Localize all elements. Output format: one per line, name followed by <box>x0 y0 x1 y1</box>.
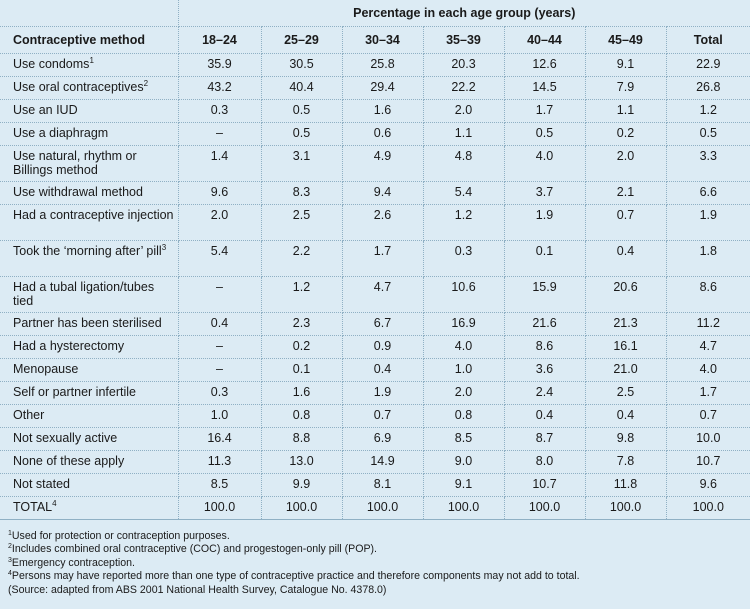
table-row <box>0 182 750 205</box>
value-cell: 13.0 <box>261 451 342 474</box>
value-cell: 25.8 <box>342 54 423 77</box>
value-cell: 2.5 <box>585 382 666 405</box>
value-cell: 20.3 <box>423 54 504 77</box>
table-row <box>0 359 750 382</box>
value-cell: 1.2 <box>423 205 504 241</box>
method-label-cell <box>0 451 178 474</box>
method-label-cell <box>0 277 178 313</box>
table-row <box>0 451 750 474</box>
value-cell: 0.1 <box>261 359 342 382</box>
value-cell: 0.2 <box>261 336 342 359</box>
value-cell: 2.0 <box>178 205 261 241</box>
method-label-cell <box>0 146 178 182</box>
value-cell: 15.9 <box>504 277 585 313</box>
method-label-cell <box>0 182 178 205</box>
method-label-cell <box>0 205 178 241</box>
value-cell: 16.1 <box>585 336 666 359</box>
value-cell: 0.7 <box>666 405 750 428</box>
value-cell: 3.7 <box>504 182 585 205</box>
value-cell: 1.9 <box>504 205 585 241</box>
value-cell: – <box>178 123 261 146</box>
column-header: 35–39 <box>423 27 504 54</box>
value-cell: 9.1 <box>423 474 504 497</box>
value-cell: 0.5 <box>504 123 585 146</box>
footnote-marker: 4 <box>52 499 57 508</box>
value-cell: 6.9 <box>342 428 423 451</box>
value-cell: 1.9 <box>342 382 423 405</box>
value-cell: 6.6 <box>666 182 750 205</box>
method-label-cell <box>0 474 178 497</box>
method-label-cell <box>0 241 178 277</box>
value-cell: 8.6 <box>666 277 750 313</box>
method-label: TOTAL <box>13 500 53 514</box>
value-cell: 9.1 <box>585 54 666 77</box>
value-cell: 11.8 <box>585 474 666 497</box>
blank-header-cell <box>0 0 178 27</box>
footnote <box>8 557 580 570</box>
value-cell: 16.9 <box>423 313 504 336</box>
value-cell: 4.8 <box>423 146 504 182</box>
value-cell: 0.7 <box>585 205 666 241</box>
value-cell: 1.0 <box>423 359 504 382</box>
value-cell: 40.4 <box>261 77 342 100</box>
footnotes <box>8 530 580 597</box>
value-cell: 21.3 <box>585 313 666 336</box>
method-label-cell <box>0 313 178 336</box>
value-cell: 4.0 <box>666 359 750 382</box>
value-cell: 100.0 <box>342 497 423 520</box>
value-cell: 0.8 <box>261 405 342 428</box>
footnote <box>8 570 580 583</box>
value-cell: 2.0 <box>585 146 666 182</box>
value-cell: 1.0 <box>178 405 261 428</box>
column-header: 40–44 <box>504 27 585 54</box>
value-cell: 11.2 <box>666 313 750 336</box>
table-row <box>0 241 750 277</box>
footnote <box>8 543 580 556</box>
value-cell: 0.5 <box>261 100 342 123</box>
value-cell: 22.9 <box>666 54 750 77</box>
method-label-cell <box>0 405 178 428</box>
value-cell: 5.4 <box>178 241 261 277</box>
method-label: Partner has been sterilised <box>13 316 162 330</box>
method-label-cell <box>0 123 178 146</box>
value-cell: 2.2 <box>261 241 342 277</box>
table-row <box>0 474 750 497</box>
value-cell: 10.6 <box>423 277 504 313</box>
value-cell: 1.7 <box>342 241 423 277</box>
value-cell: 6.7 <box>342 313 423 336</box>
value-cell: 1.8 <box>666 241 750 277</box>
method-label-cell <box>0 497 178 520</box>
value-cell: 1.6 <box>342 100 423 123</box>
method-label-cell <box>0 382 178 405</box>
footnote-text: (Source: adapted from ABS 2001 National Health Survey, Catalogue No. 4378.0) <box>8 583 387 596</box>
value-cell: 14.5 <box>504 77 585 100</box>
footnote-number: 4 <box>8 570 12 578</box>
column-header: 18–24 <box>178 27 261 54</box>
value-cell: 12.6 <box>504 54 585 77</box>
value-cell: 2.5 <box>261 205 342 241</box>
table-body <box>0 54 750 520</box>
footnote-marker: 3 <box>161 243 167 252</box>
value-cell: 2.3 <box>261 313 342 336</box>
footnote-number: 2 <box>8 543 12 551</box>
value-cell: 29.4 <box>342 77 423 100</box>
footnote-text: Includes combined oral contraceptive (COC) and progestogen-only pill (POP). <box>11 543 377 556</box>
table-row <box>0 205 750 241</box>
table-row <box>0 497 750 520</box>
value-cell: 0.4 <box>585 241 666 277</box>
value-cell: 21.6 <box>504 313 585 336</box>
value-cell: 1.1 <box>423 123 504 146</box>
value-cell: 0.3 <box>423 241 504 277</box>
value-cell: 9.6 <box>178 182 261 205</box>
table-row <box>0 382 750 405</box>
value-cell: 8.3 <box>261 182 342 205</box>
value-cell: 0.5 <box>261 123 342 146</box>
group-header-row <box>0 0 750 27</box>
value-cell: 1.9 <box>666 205 750 241</box>
method-label: Use natural, rhythm or Billings method <box>13 149 137 177</box>
value-cell: 8.1 <box>342 474 423 497</box>
value-cell: 4.0 <box>423 336 504 359</box>
method-label: Use a diaphragm <box>13 126 109 140</box>
value-cell: 3.3 <box>666 146 750 182</box>
value-cell: 100.0 <box>423 497 504 520</box>
value-cell: 10.7 <box>504 474 585 497</box>
value-cell: 9.4 <box>342 182 423 205</box>
value-cell: 0.6 <box>342 123 423 146</box>
value-cell: 8.8 <box>261 428 342 451</box>
table-row <box>0 77 750 100</box>
value-cell: 7.8 <box>585 451 666 474</box>
footnote-text: Persons may have reported more than one type of contraceptive practice and therefore components may not add to total. <box>11 570 580 583</box>
method-label-cell <box>0 100 178 123</box>
method-label: Had a contraceptive injection <box>13 208 174 222</box>
table-row <box>0 313 750 336</box>
footnote <box>8 530 580 543</box>
value-cell: 2.0 <box>423 100 504 123</box>
value-cell: 1.1 <box>585 100 666 123</box>
method-label: Had a hysterectomy <box>13 339 125 353</box>
value-cell: 43.2 <box>178 77 261 100</box>
method-label: Not stated <box>13 477 70 491</box>
value-cell: 8.6 <box>504 336 585 359</box>
footnote-text: Used for protection or contraception purposes. <box>11 530 230 542</box>
value-cell: 100.0 <box>585 497 666 520</box>
value-cell: – <box>178 277 261 313</box>
value-cell: 9.0 <box>423 451 504 474</box>
value-cell: 0.2 <box>585 123 666 146</box>
value-cell: 22.2 <box>423 77 504 100</box>
value-cell: 4.0 <box>504 146 585 182</box>
footnote-number: 3 <box>8 556 12 564</box>
method-column-header: Contraceptive method <box>0 27 178 54</box>
method-label-cell <box>0 336 178 359</box>
table-row <box>0 336 750 359</box>
method-label: Self or partner infertile <box>13 385 136 399</box>
value-cell: 2.6 <box>342 205 423 241</box>
value-cell: 0.9 <box>342 336 423 359</box>
value-cell: 8.7 <box>504 428 585 451</box>
value-cell: 100.0 <box>261 497 342 520</box>
value-cell: 100.0 <box>504 497 585 520</box>
method-label: Not sexually active <box>13 431 118 445</box>
value-cell: 21.0 <box>585 359 666 382</box>
value-cell: 10.0 <box>666 428 750 451</box>
footnote-number: 1 <box>8 530 12 537</box>
method-label-cell <box>0 54 178 77</box>
column-header: 25–29 <box>261 27 342 54</box>
column-header: 45–49 <box>585 27 666 54</box>
value-cell: – <box>178 359 261 382</box>
value-cell: 1.7 <box>504 100 585 123</box>
value-cell: 7.9 <box>585 77 666 100</box>
value-cell: 2.1 <box>585 182 666 205</box>
value-cell: 2.0 <box>423 382 504 405</box>
method-label: Had a tubal ligation/tubes tied <box>13 280 155 308</box>
footnote <box>8 584 580 597</box>
value-cell: 4.9 <box>342 146 423 182</box>
table-row <box>0 405 750 428</box>
value-cell: 4.7 <box>342 277 423 313</box>
table-row <box>0 100 750 123</box>
value-cell: 100.0 <box>666 497 750 520</box>
value-cell: 16.4 <box>178 428 261 451</box>
value-cell: 0.4 <box>342 359 423 382</box>
value-cell: 1.7 <box>666 382 750 405</box>
column-header: Total <box>666 27 750 54</box>
method-label: Other <box>13 408 45 422</box>
value-cell: 1.2 <box>666 100 750 123</box>
method-label: Use an IUD <box>13 103 78 117</box>
method-label: None of these apply <box>13 454 125 468</box>
value-cell: 1.4 <box>178 146 261 182</box>
value-cell: 14.9 <box>342 451 423 474</box>
method-label: Menopause <box>13 362 79 376</box>
value-cell: 1.2 <box>261 277 342 313</box>
age-group-header: Percentage in each age group (years) <box>178 0 750 27</box>
table-row <box>0 54 750 77</box>
method-label: Use oral contraceptives <box>13 80 144 94</box>
value-cell: 8.0 <box>504 451 585 474</box>
column-header: 30–34 <box>342 27 423 54</box>
value-cell: 0.4 <box>178 313 261 336</box>
value-cell: 35.9 <box>178 54 261 77</box>
value-cell: 0.7 <box>342 405 423 428</box>
footnote-text: Emergency contraception. <box>11 556 135 569</box>
method-label: Took the ‘morning after’ pill <box>13 244 162 258</box>
method-label-cell <box>0 77 178 100</box>
value-cell: 26.8 <box>666 77 750 100</box>
value-cell: 0.8 <box>423 405 504 428</box>
value-cell: 0.3 <box>178 100 261 123</box>
method-label: Use condoms <box>13 57 90 71</box>
value-cell: – <box>178 336 261 359</box>
method-label-cell <box>0 359 178 382</box>
value-cell: 9.9 <box>261 474 342 497</box>
value-cell: 9.6 <box>666 474 750 497</box>
value-cell: 3.1 <box>261 146 342 182</box>
value-cell: 9.8 <box>585 428 666 451</box>
method-label: Use withdrawal method <box>13 185 143 199</box>
value-cell: 10.7 <box>666 451 750 474</box>
method-label-cell <box>0 428 178 451</box>
table-row <box>0 277 750 313</box>
value-cell: 0.5 <box>666 123 750 146</box>
value-cell: 0.4 <box>504 405 585 428</box>
value-cell: 0.1 <box>504 241 585 277</box>
value-cell: 11.3 <box>178 451 261 474</box>
value-cell: 0.4 <box>585 405 666 428</box>
footnote-marker: 1 <box>89 56 94 65</box>
value-cell: 4.7 <box>666 336 750 359</box>
table-row <box>0 428 750 451</box>
value-cell: 1.6 <box>261 382 342 405</box>
footnote-marker: 2 <box>143 79 149 88</box>
table-row <box>0 146 750 182</box>
table-row <box>0 123 750 146</box>
column-header-row <box>0 27 750 54</box>
value-cell: 2.4 <box>504 382 585 405</box>
value-cell: 0.3 <box>178 382 261 405</box>
value-cell: 20.6 <box>585 277 666 313</box>
value-cell: 3.6 <box>504 359 585 382</box>
value-cell: 8.5 <box>423 428 504 451</box>
value-cell: 100.0 <box>178 497 261 520</box>
value-cell: 30.5 <box>261 54 342 77</box>
value-cell: 5.4 <box>423 182 504 205</box>
value-cell: 8.5 <box>178 474 261 497</box>
